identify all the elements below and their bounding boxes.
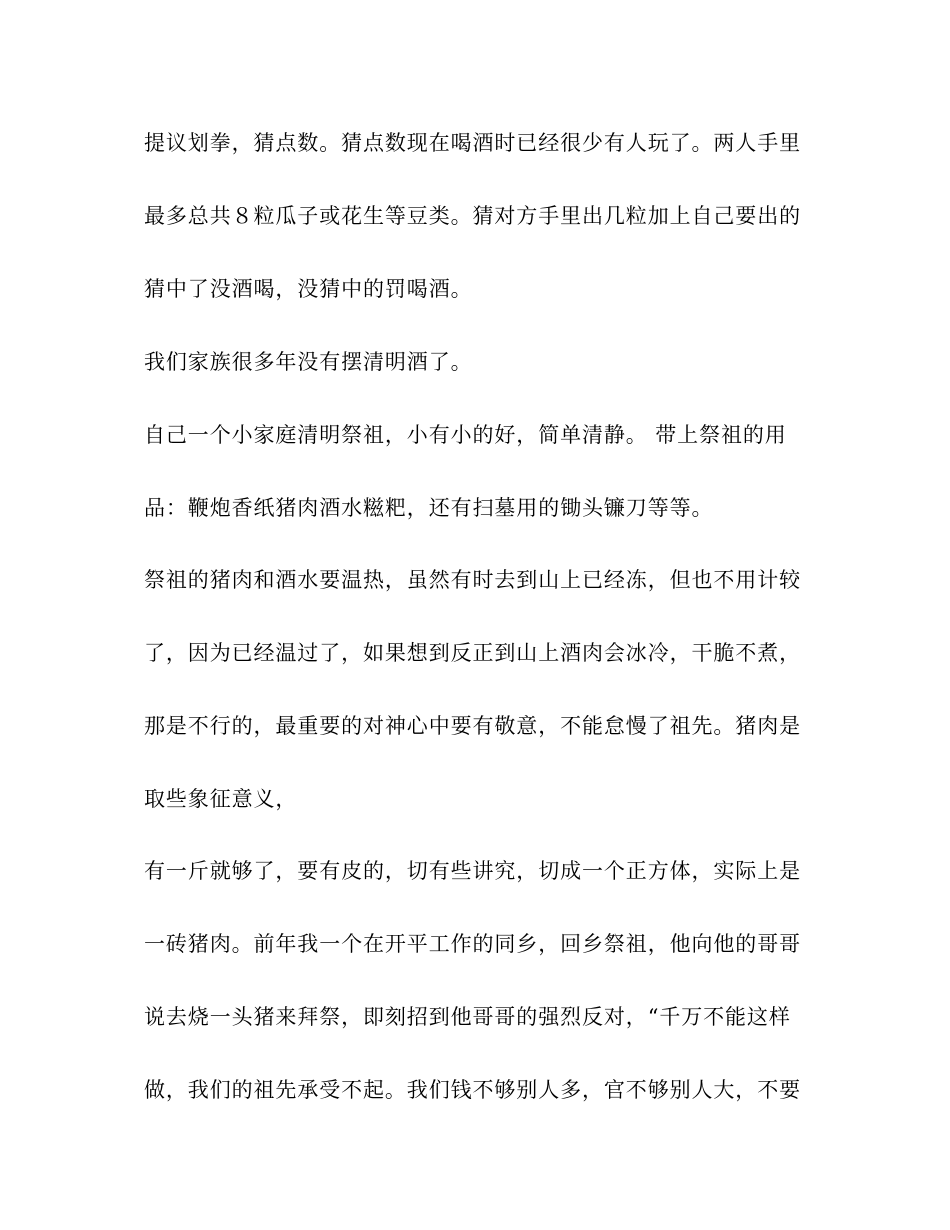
- text-line-13: 说去烧一头猪来拜祭，即刻招到他哥哥的强烈反对，“千万不能这样: [144, 1005, 791, 1029]
- text-line-2: 最多总共８粒瓜子或花生等豆类。猜对方手里出几粒加上自己要出的: [144, 204, 801, 228]
- text-line-9: 那是不行的，最重要的对神心中要有敬意，不能怠慢了祖先。猪肉是: [144, 714, 801, 738]
- text-line-10: 取些象征意义，: [144, 787, 298, 811]
- text-line-8: 了，因为已经温过了，如果想到反正到山上酒肉会冰冷，干脆不煮，: [144, 641, 801, 665]
- text-line-5: 自己一个小家庭清明祭祖，小有小的好，简单清静。 带上祭祖的用: [144, 423, 787, 447]
- text-line-7: 祭祖的猪肉和酒水要温热，虽然有时去到山上已经冻，但也不用计较: [144, 568, 801, 592]
- text-line-6: 品：鞭炮香纸猪肉酒水糍粑，还有扫墓用的锄头镰刀等等。: [144, 496, 714, 520]
- text-line-11: 有一斤就够了，要有皮的，切有些讲究，切成一个正方体，实际上是: [144, 859, 801, 883]
- text-line-1: 提议划拳，猜点数。猜点数现在喝酒时已经很少有人玩了。两人手里: [144, 131, 801, 155]
- text-line-12: 一砖猪肉。前年我一个在开平工作的同乡，回乡祭祖，他向他的哥哥: [144, 932, 801, 956]
- text-line-14: 做，我们的祖先承受不起。我们钱不够别人多，官不够别人大，不要: [144, 1078, 801, 1102]
- text-line-3: 猜中了没酒喝，没猜中的罚喝酒。: [144, 277, 473, 301]
- text-line-4: 我们家族很多年没有摆清明酒了。: [144, 350, 473, 374]
